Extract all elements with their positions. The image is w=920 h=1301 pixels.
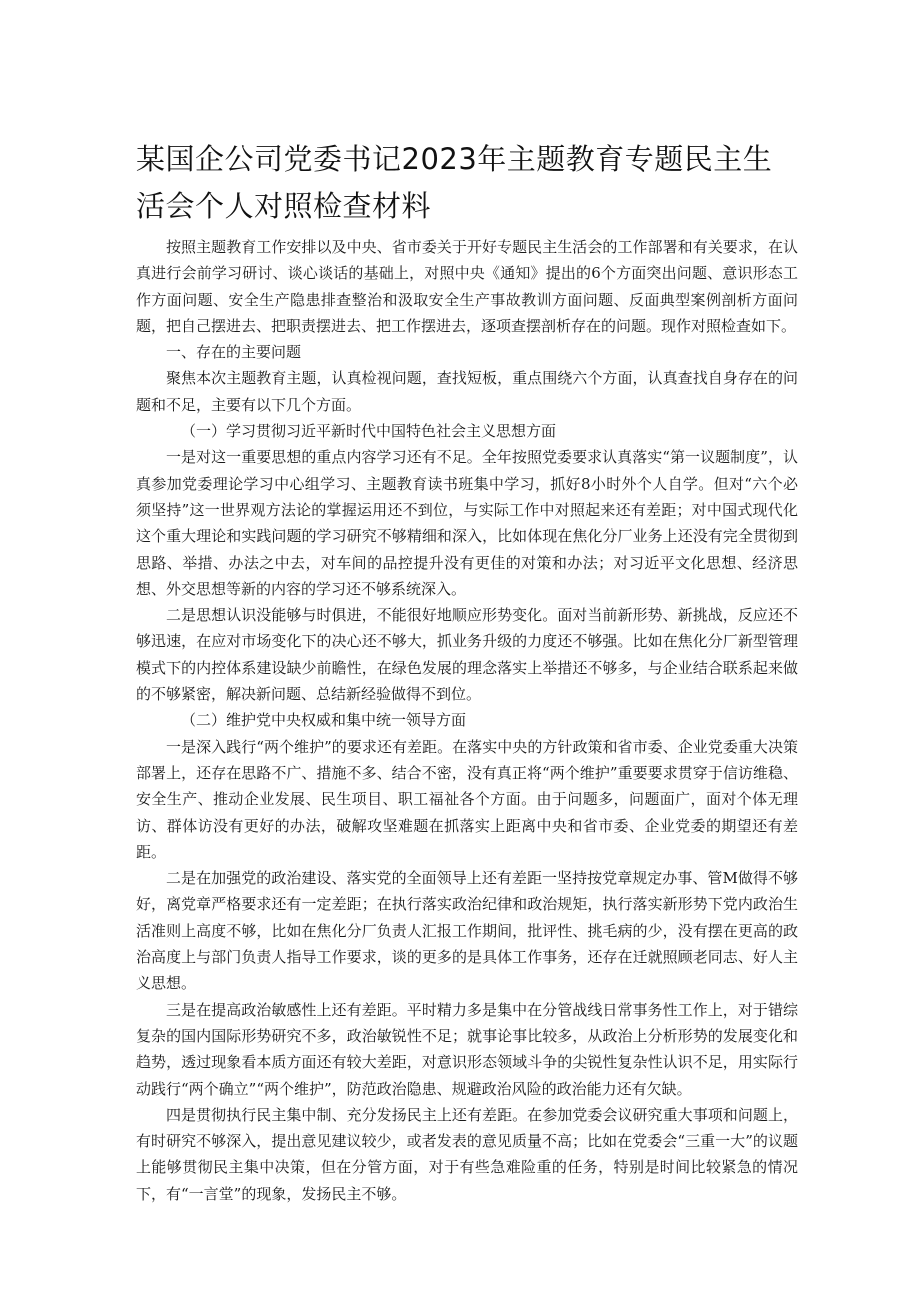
paragraph-authority-4: 四是贯彻执行民主集中制、充分发扬民主上还有差距。在参加党委会议研究重大事项和问题上，有时研究不够深入，提出意见建议较少，或者发表的意见质量不高；比如在党委会“三重一大”的议题上能够贯彻民主集中决策，但在分管方面，对于有些急难险重的任务，特别是时间比较紧急的情况下，有“一言堂”的现象，发扬民主不够。 bbox=[136, 1105, 798, 1203]
paragraph-authority-1: 一是深入践行“两个维护”的要求还有差距。在落实中央的方针政策和省市委、企业党委重大决策部署上，还存在思路不广、措施不多、结合不密，没有真正将“两个维护”重要要求贯穿于信访维稳、安全生产、推动企业发展、民生项目、职工福祉各个方面。由于问题多，问题面广，面对个体无理访、群体访没有更好的办法，破解攻坚难题在抓落实上距离中央和省市委、企业党委的期望还有差距。 bbox=[136, 737, 798, 861]
paragraph-intro: 按照主题教育工作安排以及中央、省市委关于开好专题民主生活会的工作部署和有关要求，在认真进行会前学习研讨、谈心谈话的基础上，对照中央《通知》提出的6个方面突出问题、意识形态工作方面问题、安全生产隐患排查整治和汲取安全生产事故教训方面问题、反面典型案例剖析方面问题，把自己摆进去、把职责摆进去、把工作摆进去，逐项查摆剖析存在的问题。现作对照检查如下。 bbox=[136, 238, 798, 335]
document-title: 某国企公司党委书记2023年主题教育专题民主生活会个人对照检查材料 bbox=[136, 142, 773, 223]
paragraph-overview: 聚焦本次主题教育主题，认真检视问题，查找短板，重点围绕六个方面，认真查找自身存在的问题和不足，主要有以下几个方面。 bbox=[136, 369, 798, 414]
document-body bbox=[136, 234, 798, 1207]
subheading-study-thought: （一）学习贯彻习近平新时代中国特色社会主义思想方面 bbox=[181, 422, 557, 441]
section-heading-main-problems: 一、存在的主要问题 bbox=[166, 343, 302, 362]
paragraph-study-1: 一是对这一重要思想的重点内容学习还有不足。全年按照党委要求认真落实“第一议题制度”，认真参加党委理论学习中心组学习、主题教育读书班集中学习，抓好8小时外个人自学。但对“六个必须坚持”这一世界观方法论的掌握运用还不到位，与实际工作中对照起来还有差距；对中国式现代化这个重大理论和实践问题的学习研究不够精细和深入，比如体现在焦化分厂业务上还没有完全贯彻到思路、举措、办法之中去，对车间的品控提升没有更佳的对策和办法；对习近平文化思想、经济思想、外交思想等新的内容的学习还不够系统深入。 bbox=[136, 448, 798, 598]
paragraph-authority-2: 二是在加强党的政治建设、落实党的全面领导上还有差距一坚持按党章规定办事、管M做得不够好，离党章严格要求还有一定差距；在执行落实政治纪律和政治规矩，执行落实新形势下党内政治生活准则上高度不够，比如在焦化分厂负责人汇报工作期间，批评性、挑毛病的少，没有摆在更高的政治高度上与部门负责人指导工作要求，谈的更多的是具体工作事务，还存在迁就照顾老同志、好人主义思想。 bbox=[136, 869, 798, 993]
subheading-central-authority: （二）维护党中央权威和集中统一领导方面 bbox=[181, 711, 467, 730]
paragraph-authority-3: 三是在提高政治敏感性上还有差距。平时精力多是集中在分管战线日常事务性工作上，对于错综复杂的国内国际形势研究不多，政治敏锐性不足；就事论事比较多，从政治上分析形势的发展变化和趋势，透过现象看本质方面还有较大差距，对意识形态领域斗争的尖锐性复杂性认识不足，用实际行动践行“两个确立”“两个维护”，防范政治隐患、规避政治风险的政治能力还有欠缺。 bbox=[136, 1000, 798, 1098]
paragraph-study-2: 二是思想认识没能够与时俱进，不能很好地顺应形势变化。面对当前新形势、新挑战，反应还不够迅速，在应对市场变化下的决心还不够大，抓业务升级的力度还不够强。比如在焦化分厂新型管理模式下的内控体系建设缺少前瞻性，在绿色发展的理念落实上举措还不够多，与企业结合联系起来做的不够紧密，解决新问题、总结新经验做得不到位。 bbox=[136, 606, 798, 704]
